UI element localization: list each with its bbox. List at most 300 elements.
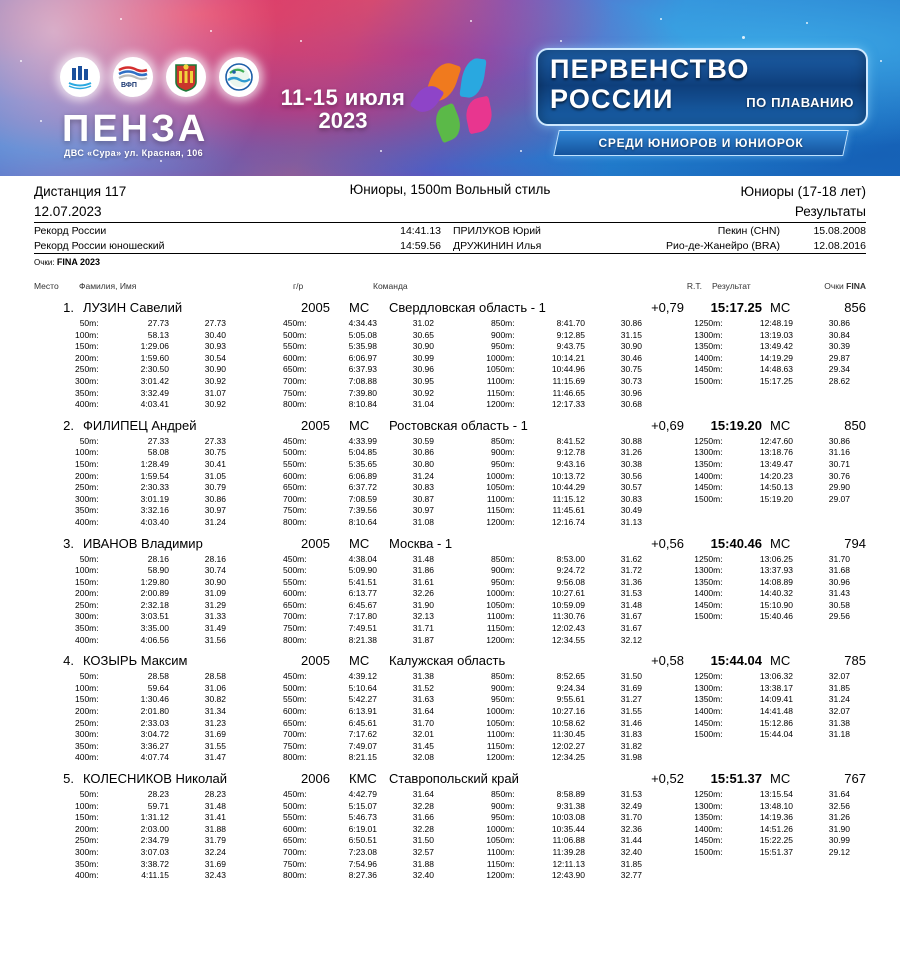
championship-title-line1: ПЕРВЕНСТВО (550, 54, 750, 84)
split-distance: 200m: (74, 823, 99, 834)
split-lap-time: 31.61 (412, 576, 435, 587)
split-distance: 700m: (282, 846, 307, 857)
split-row (34, 671, 242, 683)
split-row (34, 789, 242, 801)
reaction-time: +0,56 (651, 535, 684, 551)
split-lap-time: 31.41 (204, 812, 227, 823)
split-row (450, 376, 658, 388)
split-row (242, 683, 450, 695)
split-lap-time: 31.48 (620, 599, 643, 610)
split-distance: 400m: (74, 752, 99, 763)
athlete-year-of-birth: 2006 (301, 771, 330, 786)
split-distance: 1500m: (694, 493, 723, 504)
split-cumulative-time: 3:38.72 (140, 858, 170, 869)
record-date: 12.08.2016 (813, 240, 866, 252)
split-distance: 1100m: (486, 729, 515, 740)
split-lap-time: 31.47 (204, 752, 227, 763)
split-lap-time: 30.75 (204, 447, 227, 458)
split-cumulative-time: 2:01.80 (140, 706, 170, 717)
split-row (242, 847, 450, 859)
split-distance: 900m: (490, 565, 515, 576)
split-row (242, 447, 450, 459)
split-lap-time: 30.65 (412, 329, 435, 340)
fina-points: 767 (844, 771, 866, 786)
split-cumulative-time: 13:19.03 (759, 329, 794, 340)
minsport-logo-icon (60, 57, 100, 97)
athlete-name: ФИЛИПЕЦ Андрей (83, 417, 197, 433)
split-lap-time: 31.07 (204, 387, 227, 398)
split-column (658, 318, 866, 411)
venue-address: ДВС «Сура» ул. Красная, 106 (64, 148, 204, 158)
split-lap-time: 30.92 (204, 375, 227, 386)
split-row (450, 353, 658, 365)
split-lap-time: 30.74 (204, 565, 227, 576)
split-distance: 650m: (282, 717, 307, 728)
fina-points: 794 (844, 535, 866, 551)
event-dates-range: 11-15 июля (280, 85, 406, 110)
split-distance: 850m: (490, 553, 515, 564)
split-column (242, 554, 450, 647)
split-row (450, 718, 658, 730)
split-row (450, 683, 658, 695)
split-lap-time: 30.41 (204, 458, 227, 469)
split-distance: 950m: (490, 812, 515, 823)
split-distance: 300m: (74, 493, 99, 504)
split-distance: 350m: (74, 740, 99, 751)
split-distance: 1000m: (486, 352, 515, 363)
split-row (450, 870, 658, 882)
split-column (34, 318, 242, 411)
split-lap-time: 31.87 (412, 634, 435, 645)
split-cumulative-time: 11:15.69 (552, 375, 586, 386)
split-cumulative-time: 58.13 (147, 329, 170, 340)
split-distance: 1400m: (694, 823, 723, 834)
split-cumulative-time: 4:33.99 (348, 435, 378, 446)
split-lap-time: 31.67 (620, 623, 643, 634)
split-lap-time: 31.85 (828, 682, 851, 693)
split-lap-time: 30.99 (412, 352, 435, 363)
split-cumulative-time: 10:03.08 (551, 812, 586, 823)
split-lap-time: 31.44 (620, 835, 643, 846)
split-cumulative-time: 3:03.51 (140, 611, 170, 622)
split-distance: 50m: (79, 671, 99, 682)
split-lap-time: 31.24 (204, 516, 227, 527)
split-lap-time: 31.86 (412, 565, 435, 576)
split-lap-time: 30.88 (620, 435, 643, 446)
split-lap-time: 32.49 (620, 800, 643, 811)
split-lap-time: 31.83 (620, 729, 643, 740)
split-cumulative-time: 58.90 (147, 565, 170, 576)
split-lap-time: 31.69 (620, 682, 643, 693)
athlete-team: Калужская область (389, 653, 506, 669)
split-lap-time: 30.86 (828, 318, 851, 328)
split-cumulative-time: 11:46.65 (552, 387, 586, 398)
split-distance: 450m: (282, 553, 307, 564)
split-lap-time: 31.08 (412, 516, 435, 527)
split-row (242, 870, 450, 882)
split-cumulative-time: 6:13.77 (348, 588, 378, 599)
split-cumulative-time: 3:01.19 (140, 493, 170, 504)
qualification-earned: МС (770, 653, 791, 669)
split-distance: 1350m: (694, 694, 723, 705)
split-row (242, 706, 450, 718)
split-row (34, 459, 242, 471)
split-distance: 1450m: (694, 835, 723, 846)
points-system-label: Очки: (34, 258, 55, 267)
split-row (242, 494, 450, 506)
split-cumulative-time: 10:44.96 (551, 364, 586, 375)
split-distance: 150m: (74, 812, 99, 823)
athlete-year-of-birth: 2005 (301, 653, 330, 669)
split-distance: 50m: (79, 553, 99, 564)
column-header-name: Фамилия, Имя (79, 281, 137, 291)
result-entry (34, 536, 866, 647)
split-row (450, 565, 658, 577)
split-row (34, 447, 242, 459)
split-lap-time: 31.85 (620, 858, 643, 869)
split-column (242, 318, 450, 411)
split-distance: 300m: (74, 611, 99, 622)
split-row (658, 812, 866, 824)
split-distance: 1000m: (486, 470, 515, 481)
qualification-earned: МС (770, 417, 791, 433)
split-distance: 1150m: (486, 858, 515, 869)
split-cumulative-time: 11:06.88 (552, 835, 586, 846)
record-time: 14:59.56 (400, 240, 441, 252)
split-distance: 900m: (490, 329, 515, 340)
split-cumulative-time: 4:03.41 (140, 399, 170, 410)
split-row (34, 330, 242, 342)
fina-points: 785 (844, 653, 866, 669)
split-column (242, 789, 450, 882)
split-lap-time: 31.64 (412, 789, 435, 799)
split-row (34, 706, 242, 718)
final-result: 15:51.37 (710, 771, 762, 786)
split-lap-time: 31.88 (204, 823, 227, 834)
athlete-team: Ростовская область - 1 (389, 417, 528, 433)
result-row (34, 771, 866, 786)
split-row (658, 364, 866, 376)
split-lap-time: 30.96 (412, 364, 435, 375)
split-distance: 950m: (490, 576, 515, 587)
record-holder: ПРИЛУКОВ Юрий (453, 225, 541, 237)
split-distance: 1450m: (694, 364, 723, 375)
split-distance: 450m: (282, 435, 307, 446)
split-lap-time: 30.82 (204, 694, 227, 705)
split-cumulative-time: 4:06.56 (140, 634, 170, 645)
split-row (242, 459, 450, 471)
split-lap-time: 31.23 (204, 717, 227, 728)
result-row (34, 653, 866, 668)
split-distance: 50m: (79, 318, 99, 328)
result-place: 1. (63, 300, 74, 315)
split-lap-time: 31.18 (828, 729, 851, 740)
split-cumulative-time: 5:41.51 (348, 576, 378, 587)
split-cumulative-time: 13:06.32 (759, 671, 794, 682)
split-distance: 1050m: (486, 835, 515, 846)
split-distance: 350m: (74, 505, 99, 516)
split-cumulative-time: 12:17.33 (551, 399, 586, 410)
results-list (34, 300, 866, 882)
split-row (34, 399, 242, 411)
split-lap-time: 32.57 (412, 846, 435, 857)
split-cumulative-time: 5:05.08 (348, 329, 378, 340)
split-cumulative-time: 5:42.27 (348, 694, 378, 705)
split-row (34, 353, 242, 365)
split-row (242, 471, 450, 483)
split-row (242, 353, 450, 365)
split-distance: 1000m: (486, 588, 515, 599)
split-distance: 800m: (282, 752, 307, 763)
split-lap-time: 30.87 (412, 493, 435, 504)
split-cumulative-time: 9:24.72 (556, 565, 586, 576)
column-header-team: Команда (373, 281, 408, 291)
split-distance: 1250m: (694, 435, 723, 446)
split-row (242, 318, 450, 330)
split-row (450, 494, 658, 506)
split-lap-time: 29.12 (828, 846, 851, 857)
split-row (242, 482, 450, 494)
split-distance: 750m: (282, 858, 307, 869)
split-lap-time: 30.92 (412, 387, 435, 398)
split-column (34, 789, 242, 882)
split-cumulative-time: 11:15.12 (552, 493, 586, 504)
split-cumulative-time: 28.23 (147, 789, 170, 799)
split-lap-time: 30.57 (620, 482, 643, 493)
split-distance: 1350m: (694, 341, 723, 352)
split-distance: 800m: (282, 399, 307, 410)
split-cumulative-time: 15:10.90 (759, 599, 794, 610)
split-cumulative-time: 8:10.64 (348, 516, 378, 527)
split-row (450, 554, 658, 566)
split-cumulative-time: 58.08 (147, 447, 170, 458)
split-lap-time: 28.23 (204, 789, 227, 799)
split-distance: 700m: (282, 375, 307, 386)
split-cumulative-time: 59.71 (147, 800, 170, 811)
reaction-time: +0,52 (651, 771, 684, 786)
record-date: 15.08.2008 (813, 225, 866, 237)
split-cumulative-time: 6:37.93 (348, 364, 378, 375)
split-distance: 400m: (74, 870, 99, 881)
split-lap-time: 31.82 (620, 740, 643, 751)
split-row (242, 399, 450, 411)
split-column (34, 671, 242, 764)
split-distance: 1450m: (694, 599, 723, 610)
split-row (242, 718, 450, 730)
split-cumulative-time: 14:48.63 (759, 364, 794, 375)
split-distance: 1300m: (694, 565, 723, 576)
split-cumulative-time: 7:39.80 (348, 387, 378, 398)
split-lap-time: 27.33 (204, 435, 227, 446)
split-lap-time: 32.07 (828, 706, 851, 717)
split-row (658, 482, 866, 494)
split-cumulative-time: 12:16.74 (551, 516, 586, 527)
split-cumulative-time: 13:49.42 (759, 341, 794, 352)
split-cumulative-time: 14:50.13 (759, 482, 794, 493)
split-lap-time: 31.79 (204, 835, 227, 846)
split-distance: 1500m: (694, 375, 723, 386)
split-cumulative-time: 7:39.56 (348, 505, 378, 516)
split-cumulative-time: 8:41.52 (556, 435, 586, 446)
split-cumulative-time: 10:59.09 (551, 599, 586, 610)
split-lap-time: 30.56 (620, 470, 643, 481)
split-cumulative-time: 3:32.49 (140, 387, 170, 398)
split-lap-time: 32.08 (412, 752, 435, 763)
result-place: 3. (63, 535, 74, 551)
split-distance: 200m: (74, 706, 99, 717)
split-lap-time: 28.58 (204, 671, 227, 682)
result-row (34, 300, 866, 315)
split-cumulative-time: 11:45.61 (552, 505, 586, 516)
split-distance: 800m: (282, 870, 307, 881)
split-lap-time: 30.49 (620, 505, 643, 516)
split-distance: 500m: (282, 800, 307, 811)
split-cumulative-time: 15:17.25 (759, 375, 794, 386)
split-lap-time: 32.28 (412, 823, 435, 834)
split-column (658, 789, 866, 882)
split-cumulative-time: 11:30.45 (552, 729, 586, 740)
column-header-points (786, 281, 866, 291)
split-lap-time: 31.33 (204, 611, 227, 622)
split-lap-time: 31.06 (204, 682, 227, 693)
split-cumulative-time: 12:34.55 (551, 634, 586, 645)
split-cumulative-time: 28.58 (147, 671, 170, 682)
split-cumulative-time: 14:19.36 (759, 812, 794, 823)
split-lap-time: 31.68 (828, 565, 851, 576)
split-row (34, 494, 242, 506)
split-row (242, 729, 450, 741)
split-row (450, 859, 658, 871)
split-row (242, 565, 450, 577)
split-cumulative-time: 4:38.04 (348, 553, 378, 564)
qualification-earned: МС (770, 535, 791, 551)
split-row (34, 577, 242, 589)
athlete-name: ИВАНОВ Владимир (83, 535, 203, 551)
split-row (242, 505, 450, 517)
split-row (450, 835, 658, 847)
split-lap-time: 31.24 (828, 694, 851, 705)
split-lap-time: 30.86 (412, 447, 435, 458)
record-label: Рекорд России (34, 225, 107, 237)
split-cumulative-time: 1:30.46 (140, 694, 170, 705)
split-row (242, 694, 450, 706)
split-lap-time: 30.90 (204, 364, 227, 375)
split-column (658, 436, 866, 529)
split-lap-time: 31.64 (828, 789, 851, 799)
split-distance: 850m: (490, 435, 515, 446)
split-row (34, 611, 242, 623)
split-column (34, 436, 242, 529)
split-cumulative-time: 4:34.43 (348, 318, 378, 328)
split-distance: 1150m: (486, 623, 515, 634)
split-row (658, 565, 866, 577)
split-cumulative-time: 15:12.86 (759, 717, 794, 728)
split-distance: 1100m: (486, 846, 515, 857)
result-place: 4. (63, 653, 74, 669)
split-cumulative-time: 12:48.19 (759, 318, 794, 328)
split-lap-time: 32.12 (620, 634, 643, 645)
split-lap-time: 31.16 (828, 447, 851, 458)
record-time: 14:41.13 (400, 225, 441, 237)
split-row (34, 341, 242, 353)
split-distance: 1200m: (486, 399, 515, 410)
split-distance: 300m: (74, 375, 99, 386)
split-lap-time: 31.38 (828, 717, 851, 728)
split-lap-time: 31.45 (412, 740, 435, 751)
split-row (242, 577, 450, 589)
split-column (450, 436, 658, 529)
split-distance: 1100m: (486, 375, 515, 386)
split-row (34, 565, 242, 577)
record-place: Пекин (CHN) (717, 225, 780, 237)
split-lap-time: 30.90 (412, 341, 435, 352)
split-distance: 1100m: (486, 611, 515, 622)
split-distance: 1150m: (486, 505, 515, 516)
split-row (450, 671, 658, 683)
split-lap-time: 31.48 (412, 553, 435, 564)
split-distance: 600m: (282, 470, 307, 481)
final-result: 15:19.20 (710, 417, 762, 433)
split-cumulative-time: 9:43.16 (556, 458, 586, 469)
split-cumulative-time: 10:58.62 (551, 717, 586, 728)
split-row (450, 789, 658, 801)
split-row (658, 671, 866, 683)
split-lap-time: 31.90 (828, 823, 851, 834)
record-label: Рекорд России юношеский (34, 240, 165, 252)
split-lap-time: 31.55 (204, 740, 227, 751)
split-lap-time: 31.49 (204, 623, 227, 634)
split-cumulative-time: 5:35.98 (348, 341, 378, 352)
split-cumulative-time: 12:34.25 (551, 752, 586, 763)
split-column (658, 554, 866, 647)
split-cumulative-time: 15:44.04 (759, 729, 794, 740)
split-cumulative-time: 12:43.90 (551, 870, 586, 881)
split-lap-time: 31.26 (620, 447, 643, 458)
split-cumulative-time: 15:22.25 (759, 835, 794, 846)
split-lap-time: 31.88 (412, 858, 435, 869)
split-cumulative-time: 1:59.60 (140, 352, 170, 363)
split-row (658, 600, 866, 612)
split-cumulative-time: 14:08.89 (759, 576, 794, 587)
fina-points: 850 (844, 417, 866, 433)
split-cumulative-time: 28.16 (147, 553, 170, 564)
split-lap-time: 30.84 (828, 329, 851, 340)
split-distance: 750m: (282, 505, 307, 516)
split-lap-time: 31.46 (620, 717, 643, 728)
championship-title-line2: РОССИИ (550, 84, 674, 114)
split-cumulative-time: 14:19.29 (759, 352, 794, 363)
split-distance: 550m: (282, 458, 307, 469)
split-row (658, 835, 866, 847)
split-distance: 1000m: (486, 823, 515, 834)
split-lap-time: 30.79 (204, 482, 227, 493)
split-distance: 500m: (282, 329, 307, 340)
split-row (658, 459, 866, 471)
split-distance: 1200m: (486, 870, 515, 881)
split-cumulative-time: 3:32.16 (140, 505, 170, 516)
split-row (658, 801, 866, 813)
split-cumulative-time: 13:15.54 (759, 789, 794, 799)
split-lap-time: 31.70 (412, 717, 435, 728)
split-lap-time: 31.62 (620, 553, 643, 564)
split-distance: 1350m: (694, 812, 723, 823)
split-distance: 850m: (490, 789, 515, 799)
split-row (658, 718, 866, 730)
reaction-time: +0,58 (651, 653, 684, 669)
event-meta (34, 176, 866, 222)
event-meta-right (741, 182, 867, 222)
split-column (450, 318, 658, 411)
